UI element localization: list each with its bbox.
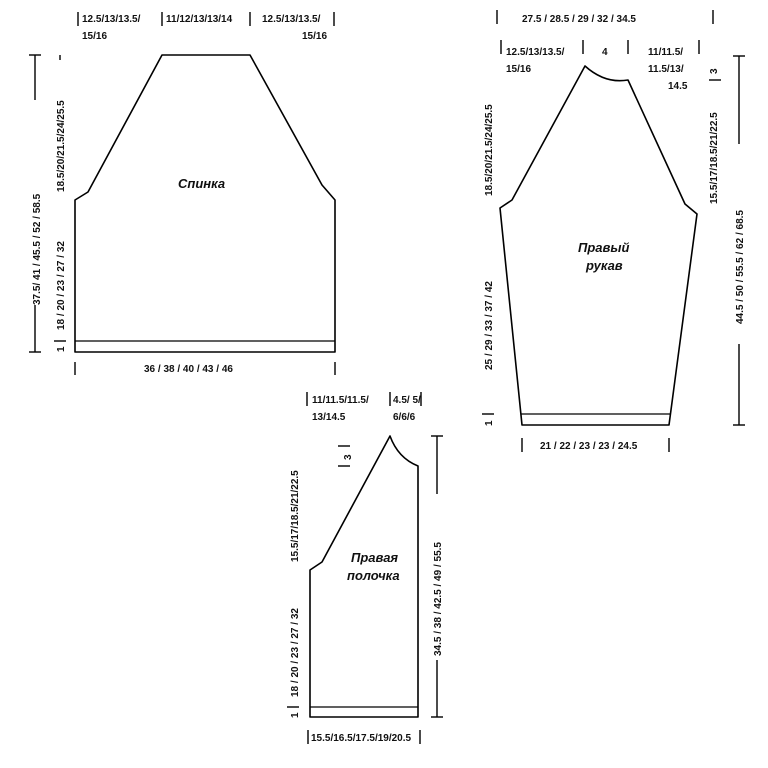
sleeve-top-total-label: 27.5 / 28.5 / 29 / 32 / 34.5 [522, 14, 636, 25]
sleeve-left-lower-label: 25 / 29 / 33 / 37 / 42 [484, 281, 495, 370]
back-top-mid-label: 11/12/13/13/14 [166, 14, 233, 25]
front-left-band-label: 1 [290, 712, 301, 718]
sleeve-top-left-label-2: 15/16 [506, 64, 532, 75]
sleeve-top-left-label: 12.5/13/13.5/ [506, 47, 565, 58]
sleeve-top-right-label: 11/11.5/ [648, 47, 684, 58]
back-title: Спинка [178, 176, 226, 191]
sleeve-right-total-label: 44.5 / 50 / 55.5 / 62 / 68.5 [735, 210, 746, 324]
front-piece [287, 392, 444, 744]
back-top-left-label-2: 15/16 [82, 31, 108, 42]
back-top-right-label: 12.5/13/13.5/ [262, 14, 321, 25]
back-top-right-label-2: 15/16 [302, 31, 328, 42]
front-title-line1: Правая [351, 550, 399, 565]
front-right-total-label: 34.5 / 38 / 42.5 / 49 / 55.5 [433, 542, 444, 656]
sleeve-right-upper-label: 15.5/17/18.5/21/22.5 [709, 112, 720, 204]
back-side-lower-label: 18 / 20 / 23 / 27 / 32 [56, 241, 67, 330]
back-outline [75, 55, 335, 352]
sleeve-title-line1: Правый [578, 240, 630, 255]
back-bottom-label: 36 / 38 / 40 / 43 / 46 [144, 364, 233, 375]
front-top-left-label: 11/11.5/11.5/ [312, 395, 369, 406]
back-top-left-label: 12.5/13/13.5/ [82, 14, 141, 25]
front-title-line2: полочка [347, 568, 400, 583]
front-neck-depth-label: 3 [343, 454, 354, 460]
back-piece [29, 12, 335, 375]
sleeve-bottom-label: 21 / 22 / 23 / 23 / 24.5 [540, 441, 638, 452]
front-top-left-label-2: 13/14.5 [312, 412, 346, 423]
sleeve-title-line2: рукав [586, 258, 623, 273]
back-side-total-label: 37.5/ 41 / 45.5 / 52 / 58.5 [32, 193, 43, 305]
front-left-lower-label: 18 / 20 / 23 / 27 / 32 [290, 608, 301, 697]
back-side-band-label: 1 [56, 346, 67, 352]
sleeve-left-band-label: 1 [484, 420, 495, 426]
sleeve-top-right-label-2: 11.5/13/ [648, 64, 684, 75]
sleeve-top-right-label-3: 14.5 [668, 81, 688, 92]
sleeve-left-upper-label: 18.5/20/21.5/24/25.5 [484, 104, 495, 196]
sleeve-top-mid-label: 4 [602, 47, 608, 58]
front-left-upper-label: 15.5/17/18.5/21/22.5 [290, 470, 301, 562]
sleeve-right-top-label: 3 [709, 68, 720, 74]
front-top-right-label-2: 6/6/6 [393, 412, 416, 423]
back-side-upper-label: 18.5/20/21.5/24/25.5 [56, 100, 67, 192]
front-bottom-label: 15.5/16.5/17.5/19/20.5 [311, 733, 412, 744]
sleeve-piece [482, 10, 746, 452]
front-top-right-label: 4.5/ 5/ [393, 395, 421, 406]
